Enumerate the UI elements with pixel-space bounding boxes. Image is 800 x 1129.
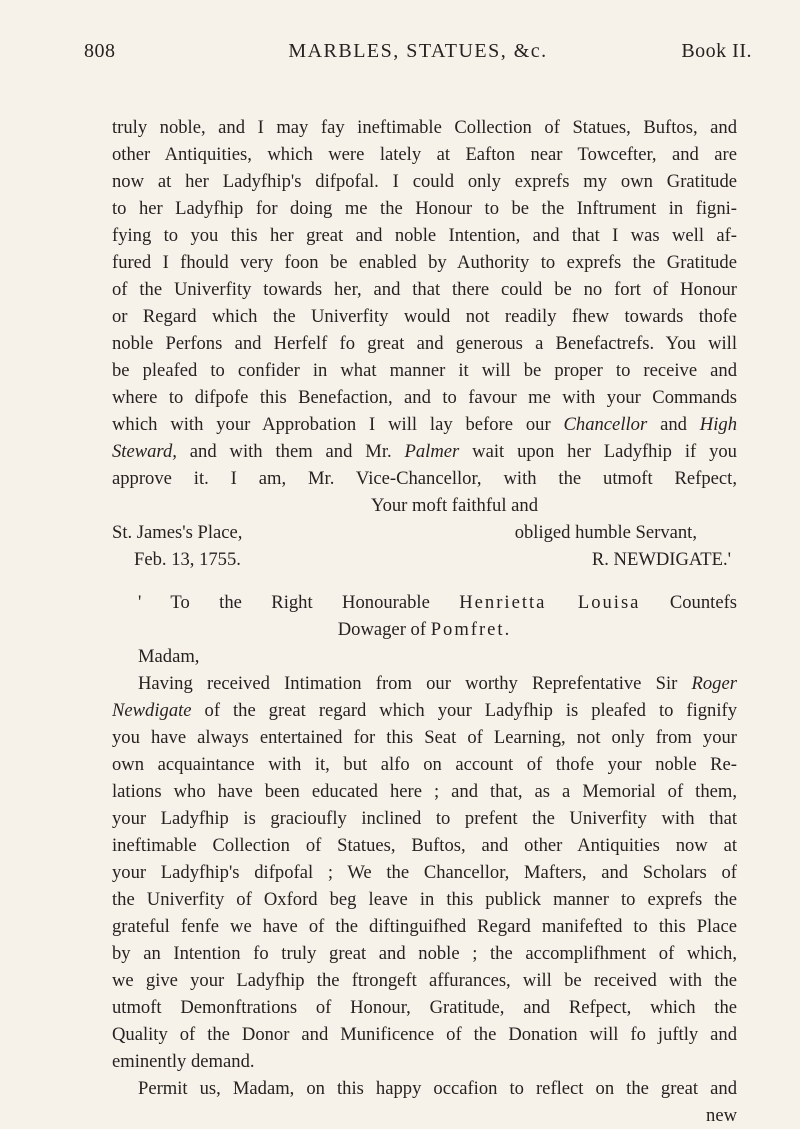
running-title: MARBLES, STATUES, &c. [288,40,548,62]
letter-obliged: obliged humble Servant, [514,522,697,543]
letter-one-line: approve it. I am, Mr. Vice-Chancellor, with the utmoft Refpect, [112,468,737,489]
high-title: High [699,414,737,435]
date-row [112,546,737,573]
letter-one-line: fured I fhould very foon be enabled by Authority to exprefs the Gratitude [112,252,737,273]
letter-one-line: which with your Approbation I will lay before our Chancellor and High [112,414,737,435]
letter-two-line: your Ladyfhip's difpofal ; We the Chancellor, Mafters, and Scholars of [112,862,737,883]
letter-two-line: we give your Ladyfhip the ftrongeft affurances, will be received with the [112,970,737,991]
pomfret-name: Pomfret. [430,619,512,640]
place-row [112,519,737,546]
newdigate-name: Newdigate [112,700,192,721]
letter-one-line: to her Ladyfhip for doing me the Honour to be the Inftrument in figni- [112,198,737,219]
letter-two-line: utmoft Demonftrations of Honour, Gratitude, and Refpect, which the [112,997,737,1018]
letter-one-line: or Regard which the Univerfity would not readily fhew towards thofe [112,306,737,327]
letter-two-address: ' To the Right Honourable Henrietta Louisa Countefs [138,592,737,613]
letter-one-line: Steward, and with them and Mr. Palmer wait upon her Ladyfhip if you [112,441,737,462]
letter-two-line: grateful fenfe we have of the diftinguifhed Regard manifefted to this Place [112,916,737,937]
letter-one-line: other Antiquities, which were lately at Eafton near Towcefter, and are [112,144,737,165]
letter-two-line: eminently demand. [112,1051,255,1072]
letter-one-line: truly noble, and I may fay ineftimable Collection of Statues, Buftos, and [112,117,737,138]
letter-one-line: fying to you this her great and noble Intention, and that I was well af- [112,225,737,246]
letter-two-line: lations who have been educated here ; and that, as a Memorial of them, [112,781,737,802]
letter-two-line: ineftimable Collection of Statues, Buftos, and other Antiquities now at [112,835,737,856]
letter-one-line: of the Univerfity towards her, and that there could be no fort of Honour [112,279,737,300]
running-header [84,40,752,74]
book-label: Book II. [681,40,752,62]
letter-closing: Your moft faithful and [371,495,538,516]
letter-date: Feb. 13, 1755. [134,549,241,570]
letter-two-line: own acquaintance with it, but alfo on account of thofe your noble Re- [112,754,737,775]
letter-two-line: Newdigate of the great regard which your Ladyfhip is pleafed to fignify [112,700,737,721]
letter-one-line: where to difpofe this Benefaction, and to favour me with your Commands [112,387,737,408]
letter-one-line: be pleafed to confider in what manner it will be proper to receive and [112,360,737,381]
letter-two-line: the Univerfity of Oxford beg leave in this publick manner to exprefs the [112,889,737,910]
letter-two-body [112,697,737,1075]
letter-two-address-line2: Dowager of Pomfret. [337,619,512,640]
permit-line: Permit us, Madam, on this happy occafion to reflect on the great and [138,1078,737,1099]
letter-two-line: you have always entertained for this Seat of Learning, not only from your [112,727,737,748]
palmer-name: Palmer [404,441,460,462]
letter-one-body [112,114,737,438]
addressee-name: Henrietta Louisa [459,592,641,613]
page-number: 808 [84,40,116,62]
letter-two-line: by an Intention fo truly great and noble ; the accomplifhment of which, [112,943,737,964]
letter-one-line: now at her Ladyfhip's difpofal. I could only exprefs my own Gratitude [112,171,737,192]
letter-place: St. James's Place, [112,522,243,543]
letter-two-line: your Ladyfhip is gracioufly inclined to prefent the Univerfity with that [112,808,737,829]
roger-name: Roger [691,673,737,694]
page-body [112,114,737,1129]
letter-two-line: Having received Intimation from our worthy Reprefentative Sir Roger [138,673,737,694]
catchword: new [706,1105,737,1126]
letter-two-line: Quality of the Donor and Munificence of the Donation will fo juftly and [112,1024,737,1045]
letter-signature: R. NEWDIGATE.' [591,549,731,570]
steward-title: Steward, [112,441,177,462]
letter-one-line: noble Perfons and Herfelf fo great and generous a Benefactrefs. You will [112,333,737,354]
chancellor-title: Chancellor [563,414,648,435]
salutation: Madam, [138,646,200,667]
